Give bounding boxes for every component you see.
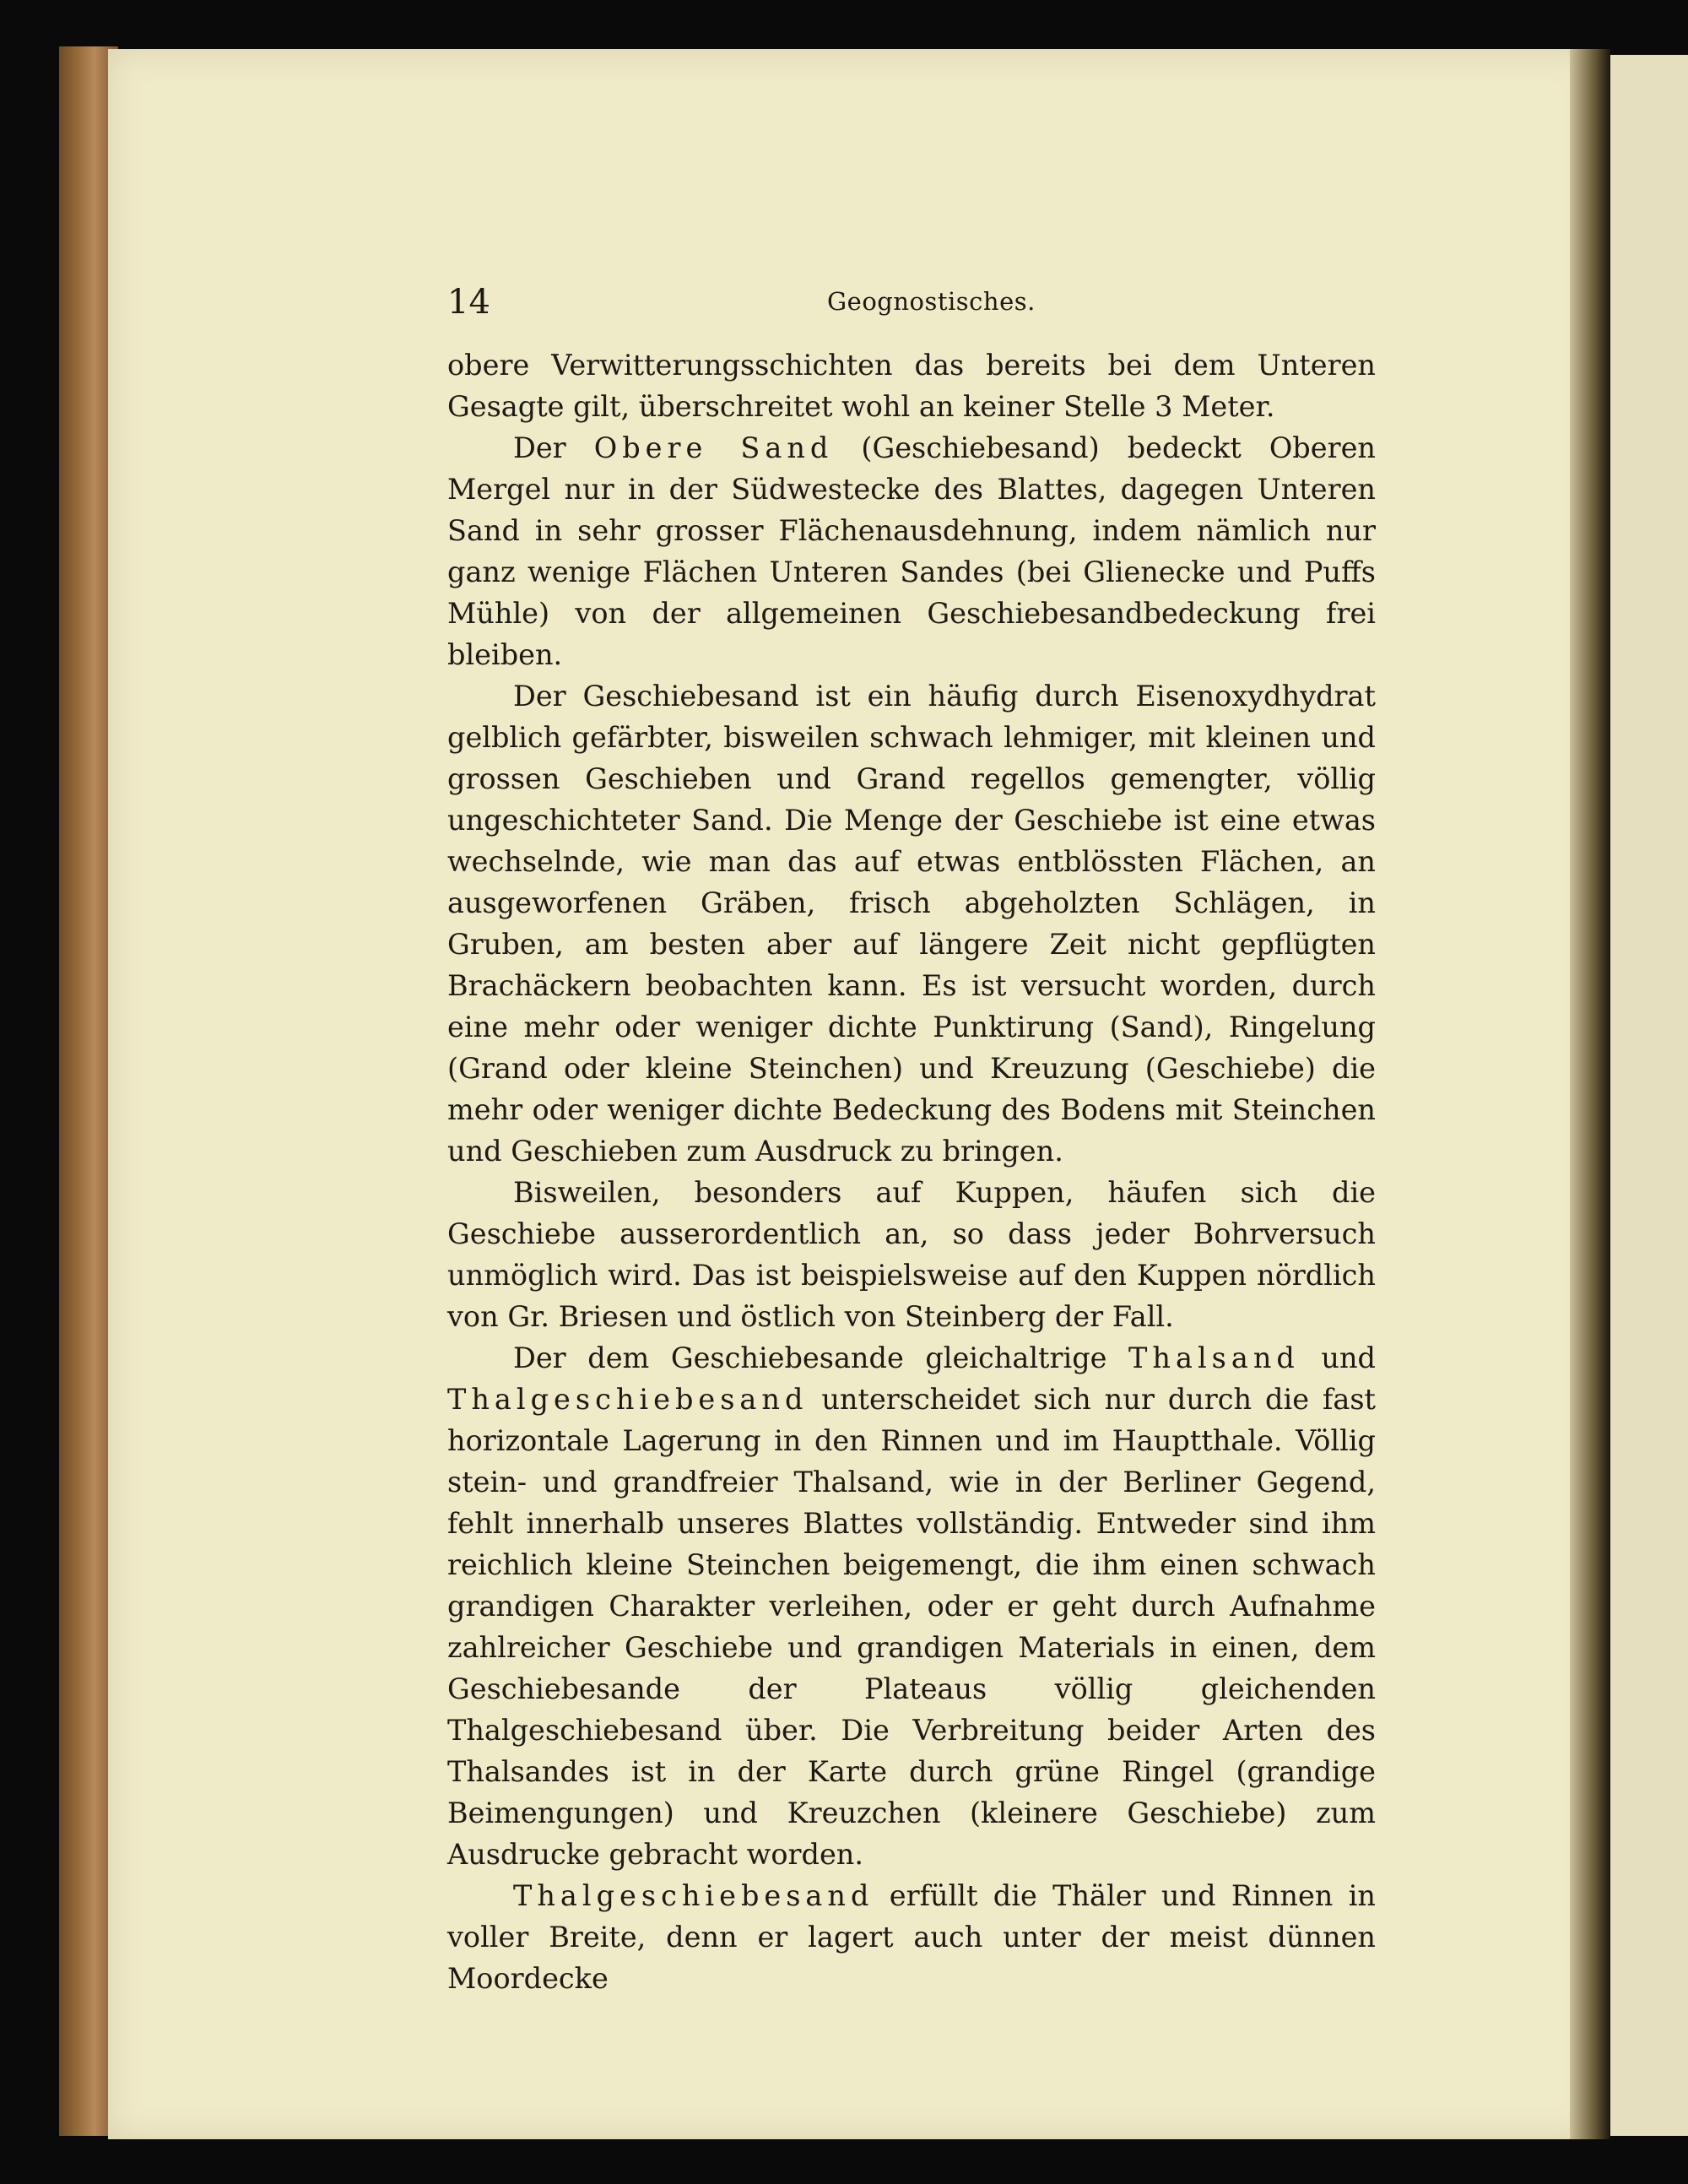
facing-page-edge bbox=[1610, 55, 1688, 2136]
paragraph-4 bbox=[447, 1172, 1376, 1337]
paragraph-3 bbox=[447, 675, 1376, 1172]
term-thalgeschiebesand-2: Thalgeschiebesand bbox=[513, 1879, 874, 1912]
term-obere-sand: Obere Sand bbox=[593, 431, 834, 464]
body-text bbox=[447, 344, 1376, 1999]
paragraph-6 bbox=[447, 1875, 1376, 1999]
paragraph-5-text-c: unterscheidet sich nur durch die fast horizontale Lagerung in den Rinnen und im Hauptthale. Völlig stein- und grandfreier Thalsand, wie in der Berliner Gegend, fehlt innerhalb unseres Blattes vollständig. Entweder sind ihm reichlich kleine Steinchen beigemengt, die ihm einen schwach grandigen Charakter verleihen, oder er geht durch Aufnahme zahlreicher Geschiebe und grandigen Materials in einen, dem Geschiebesande der Plateaus völlig gleichenden Thalgeschiebesand über. Die Verbreitung beider Arten des Thalsandes ist in der Karte durch grüne Ringel (grandige Beimengungen) und Kreuzchen (kleinere Geschiebe) zum Ausdrucke gebracht worden. bbox=[447, 1383, 1376, 1871]
paragraph-6-text: erfüllt die Thäler und Rinnen in voller Breite, denn er lagert auch unter der meist dünnen Moordecke bbox=[447, 1879, 1376, 1995]
paragraph-5-text-b: und bbox=[1299, 1341, 1376, 1374]
paragraph-2 bbox=[447, 427, 1376, 675]
page-number: 14 bbox=[447, 283, 490, 322]
paragraph-5-text-a: Der dem Geschiebesande gleichaltrige bbox=[513, 1341, 1129, 1374]
running-head bbox=[447, 283, 1376, 333]
paragraph-1 bbox=[447, 344, 1376, 427]
page-gutter bbox=[1570, 49, 1610, 2139]
paragraph-3-text: Der Geschiebesand ist ein häufig durch Eisenoxydhydrat gelblich gefärbter, bisweilen schwach lehmiger, mit kleinen und grossen Geschieben und Grand regellos gemengter, völlig ungeschichteter Sand. Die Menge der Geschiebe ist eine etwas wechselnde, wie man das auf etwas entblössten Flächen, an ausgeworfenen Gräben, frisch abgeholzten Schlägen, in Gruben, am besten aber auf längere Zeit nicht gepflügten Brachäckern beobachten kann. Es ist versucht worden, durch eine mehr oder weniger dichte Punktirung (Sand), Ringelung (Grand oder kleine Steinchen) und Kreuzung (Geschiebe) die mehr oder weniger dichte Bedeckung des Bodens mit Steinchen und Geschieben zum Ausdruck zu bringen. bbox=[447, 680, 1376, 1168]
paragraph-5 bbox=[447, 1337, 1376, 1875]
paragraph-2-text-a: Der bbox=[513, 431, 594, 464]
paragraph-4-text: Bisweilen, besonders auf Kuppen, häufen sich die Geschiebe ausserordentlich an, so dass jeder Bohrversuch unmöglich wird. Das ist beispielsweise auf den Kuppen nördlich von Gr. Briesen und östlich von Steinberg der Fall. bbox=[447, 1176, 1376, 1333]
term-thalgeschiebesand: Thalgeschiebesand bbox=[447, 1383, 809, 1416]
running-title: Geognostisches. bbox=[827, 287, 1036, 316]
paragraph-1-text: obere Verwitterungsschichten das bereits bei dem Unteren Gesagte gilt, überschreitet wohl an keiner Stelle 3 Meter. bbox=[447, 349, 1376, 423]
term-thalsand: Thalsand bbox=[1128, 1341, 1300, 1374]
paragraph-2-text-b: (Geschiebesand) bedeckt Oberen Mergel nur in der Südwestecke des Blattes, dagegen Unteren Sand in sehr grosser Flächenausdehnung, indem nämlich nur ganz wenige Flächen Unteren Sandes (bei Glienecke und Puffs Mühle) von der allgemeinen Geschiebesandbedeckung frei bleiben. bbox=[447, 431, 1376, 671]
